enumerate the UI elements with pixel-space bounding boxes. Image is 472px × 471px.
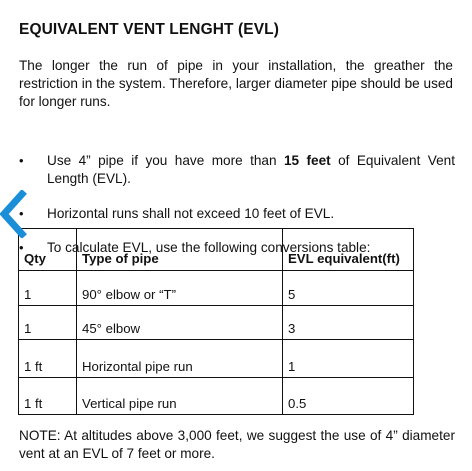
cell-type: Horizontal pipe run [77, 340, 283, 377]
table-row [19, 271, 414, 305]
altitude-note: NOTE: At altitudes above 3,000 feet, we suggest the use of 4” diameter vent at an EVL of 7 feet or more. [19, 428, 455, 461]
previous-page-button[interactable] [0, 190, 28, 238]
table-row [19, 377, 414, 414]
cell-type: 45° elbow [77, 305, 283, 339]
bullet-marker: • [19, 206, 24, 221]
header-qty: Qty [19, 229, 77, 271]
cell-qty: 1 ft [19, 340, 77, 377]
table-row [19, 340, 414, 377]
cell-evl: 3 [283, 305, 414, 339]
intro-paragraph: The longer the run of pipe in your installation, the greather the restriction in the system. Therefore, larger diameter pipe should be used for longer runs. [19, 58, 453, 109]
bullet-pipe-size [47, 152, 455, 188]
cell-evl: 0.5 [283, 377, 414, 414]
bullet-horizontal-runs: Horizontal runs shall not exceed 10 feet of EVL. [47, 206, 335, 221]
chevron-left-icon [0, 190, 28, 238]
header-evl: EVL equivalent(ft) [283, 229, 414, 271]
section-title: EQUIVALENT VENT LENGHT (EVL) [19, 21, 279, 38]
cell-type: 90° elbow or “T” [77, 271, 283, 305]
cell-type: Vertical pipe run [77, 377, 283, 414]
cell-qty: 1 [19, 305, 77, 339]
bullet-pipe-size-post: of Equivalent Vent Length (EVL). [47, 153, 455, 186]
cell-evl: 5 [283, 271, 414, 305]
table-row [19, 305, 414, 339]
bullet-marker: • [19, 153, 24, 168]
cell-evl: 1 [283, 340, 414, 377]
bullet-pipe-size-pre: Use 4” pipe if you have more than [47, 153, 284, 168]
header-type: Type of pipe [77, 229, 283, 271]
cell-qty: 1 ft [19, 377, 77, 414]
bullet-pipe-size-bold: 15 feet [283, 153, 331, 168]
bullet-marker: • [19, 240, 24, 255]
bullet-calculate-evl: To calculate EVL, use the following conversions table: [47, 240, 371, 255]
cell-qty: 1 [19, 271, 77, 305]
